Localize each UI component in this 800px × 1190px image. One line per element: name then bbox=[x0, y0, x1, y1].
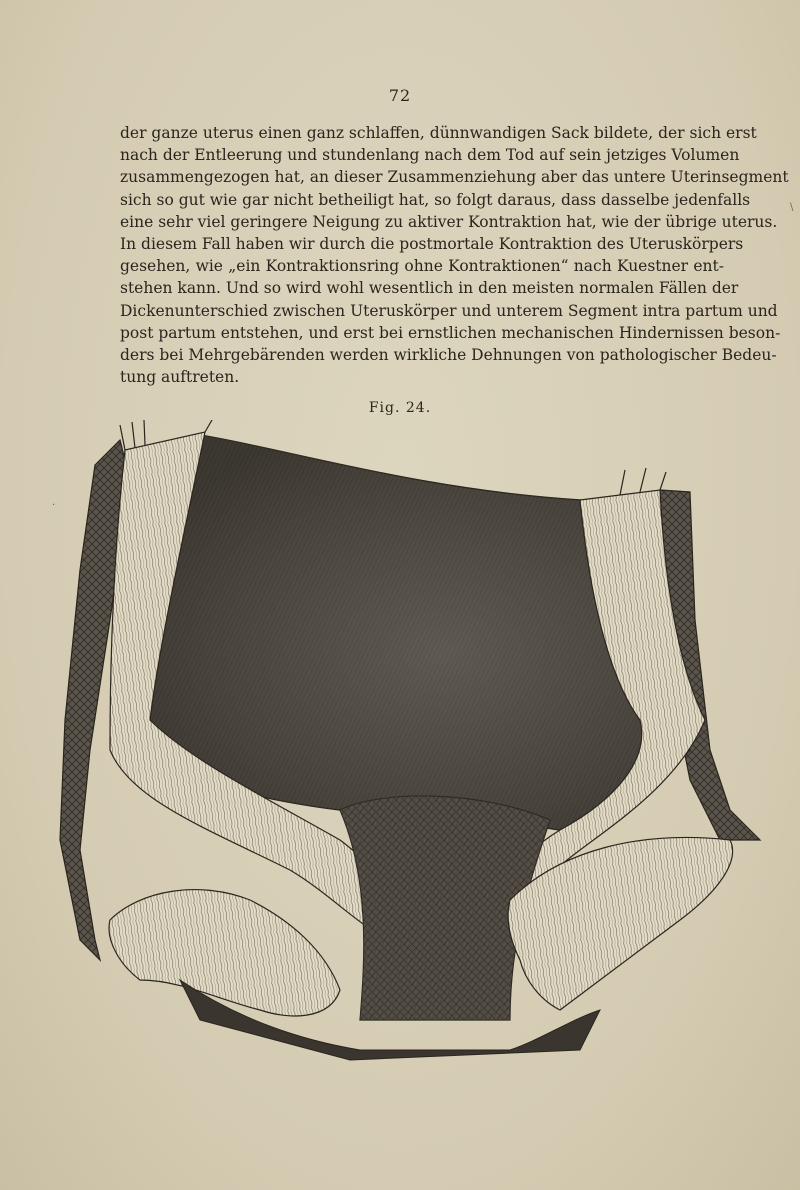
paragraph-line: stehen kann. Und so wird wohl wesentlich in den meisten normalen Fällen der bbox=[120, 279, 739, 298]
page-number: 72 bbox=[388, 86, 412, 105]
paragraph-line: der ganze uterus einen ganz schlaffen, dünnwandigen Sack bildete, der sich erst bbox=[120, 124, 757, 142]
paragraph bbox=[120, 122, 789, 388]
figure-caption: Fig. 24. bbox=[368, 400, 432, 416]
paragraph-line: zusammengezogen hat, an dieser Zusammenziehung aber das untere Uterinsegment bbox=[120, 168, 789, 187]
paragraph-line: post partum entstehen, und erst bei ernstlichen mechanischen Hindernissen beson- bbox=[120, 323, 781, 342]
paragraph-line: tung auftreten. bbox=[120, 368, 240, 387]
margin-mark: \ bbox=[790, 202, 794, 213]
paragraph-line: Dickenunterschied zwischen Uteruskörper und unterem Segment intra partum und bbox=[120, 301, 778, 320]
anatomical-figure-icon bbox=[40, 420, 780, 1070]
paragraph-line: ders bei Mehrgebärenden werden wirkliche Dehnungen von pathologischer Bedeu- bbox=[120, 345, 777, 364]
paragraph-line: eine sehr viel geringere Neigung zu aktiver Kontraktion hat, wie der übrige uterus. bbox=[120, 212, 778, 231]
margin-mark: · bbox=[52, 500, 56, 511]
paragraph-line: In diesem Fall haben wir durch die postmortale Kontraktion des Uteruskörpers bbox=[120, 234, 744, 253]
paragraph-line: sich so gut wie gar nicht betheiligt hat, so folgt daraus, dass dasselbe jedenfalls bbox=[120, 190, 751, 209]
paragraph-line: nach der Entleerung und stundenlang nach dem Tod auf sein jetziges Volumen bbox=[120, 146, 740, 165]
paragraph-line: gesehen, wie „ein Kontraktionsring ohne Kontraktionen“ nach Kuestner ent- bbox=[120, 257, 724, 276]
